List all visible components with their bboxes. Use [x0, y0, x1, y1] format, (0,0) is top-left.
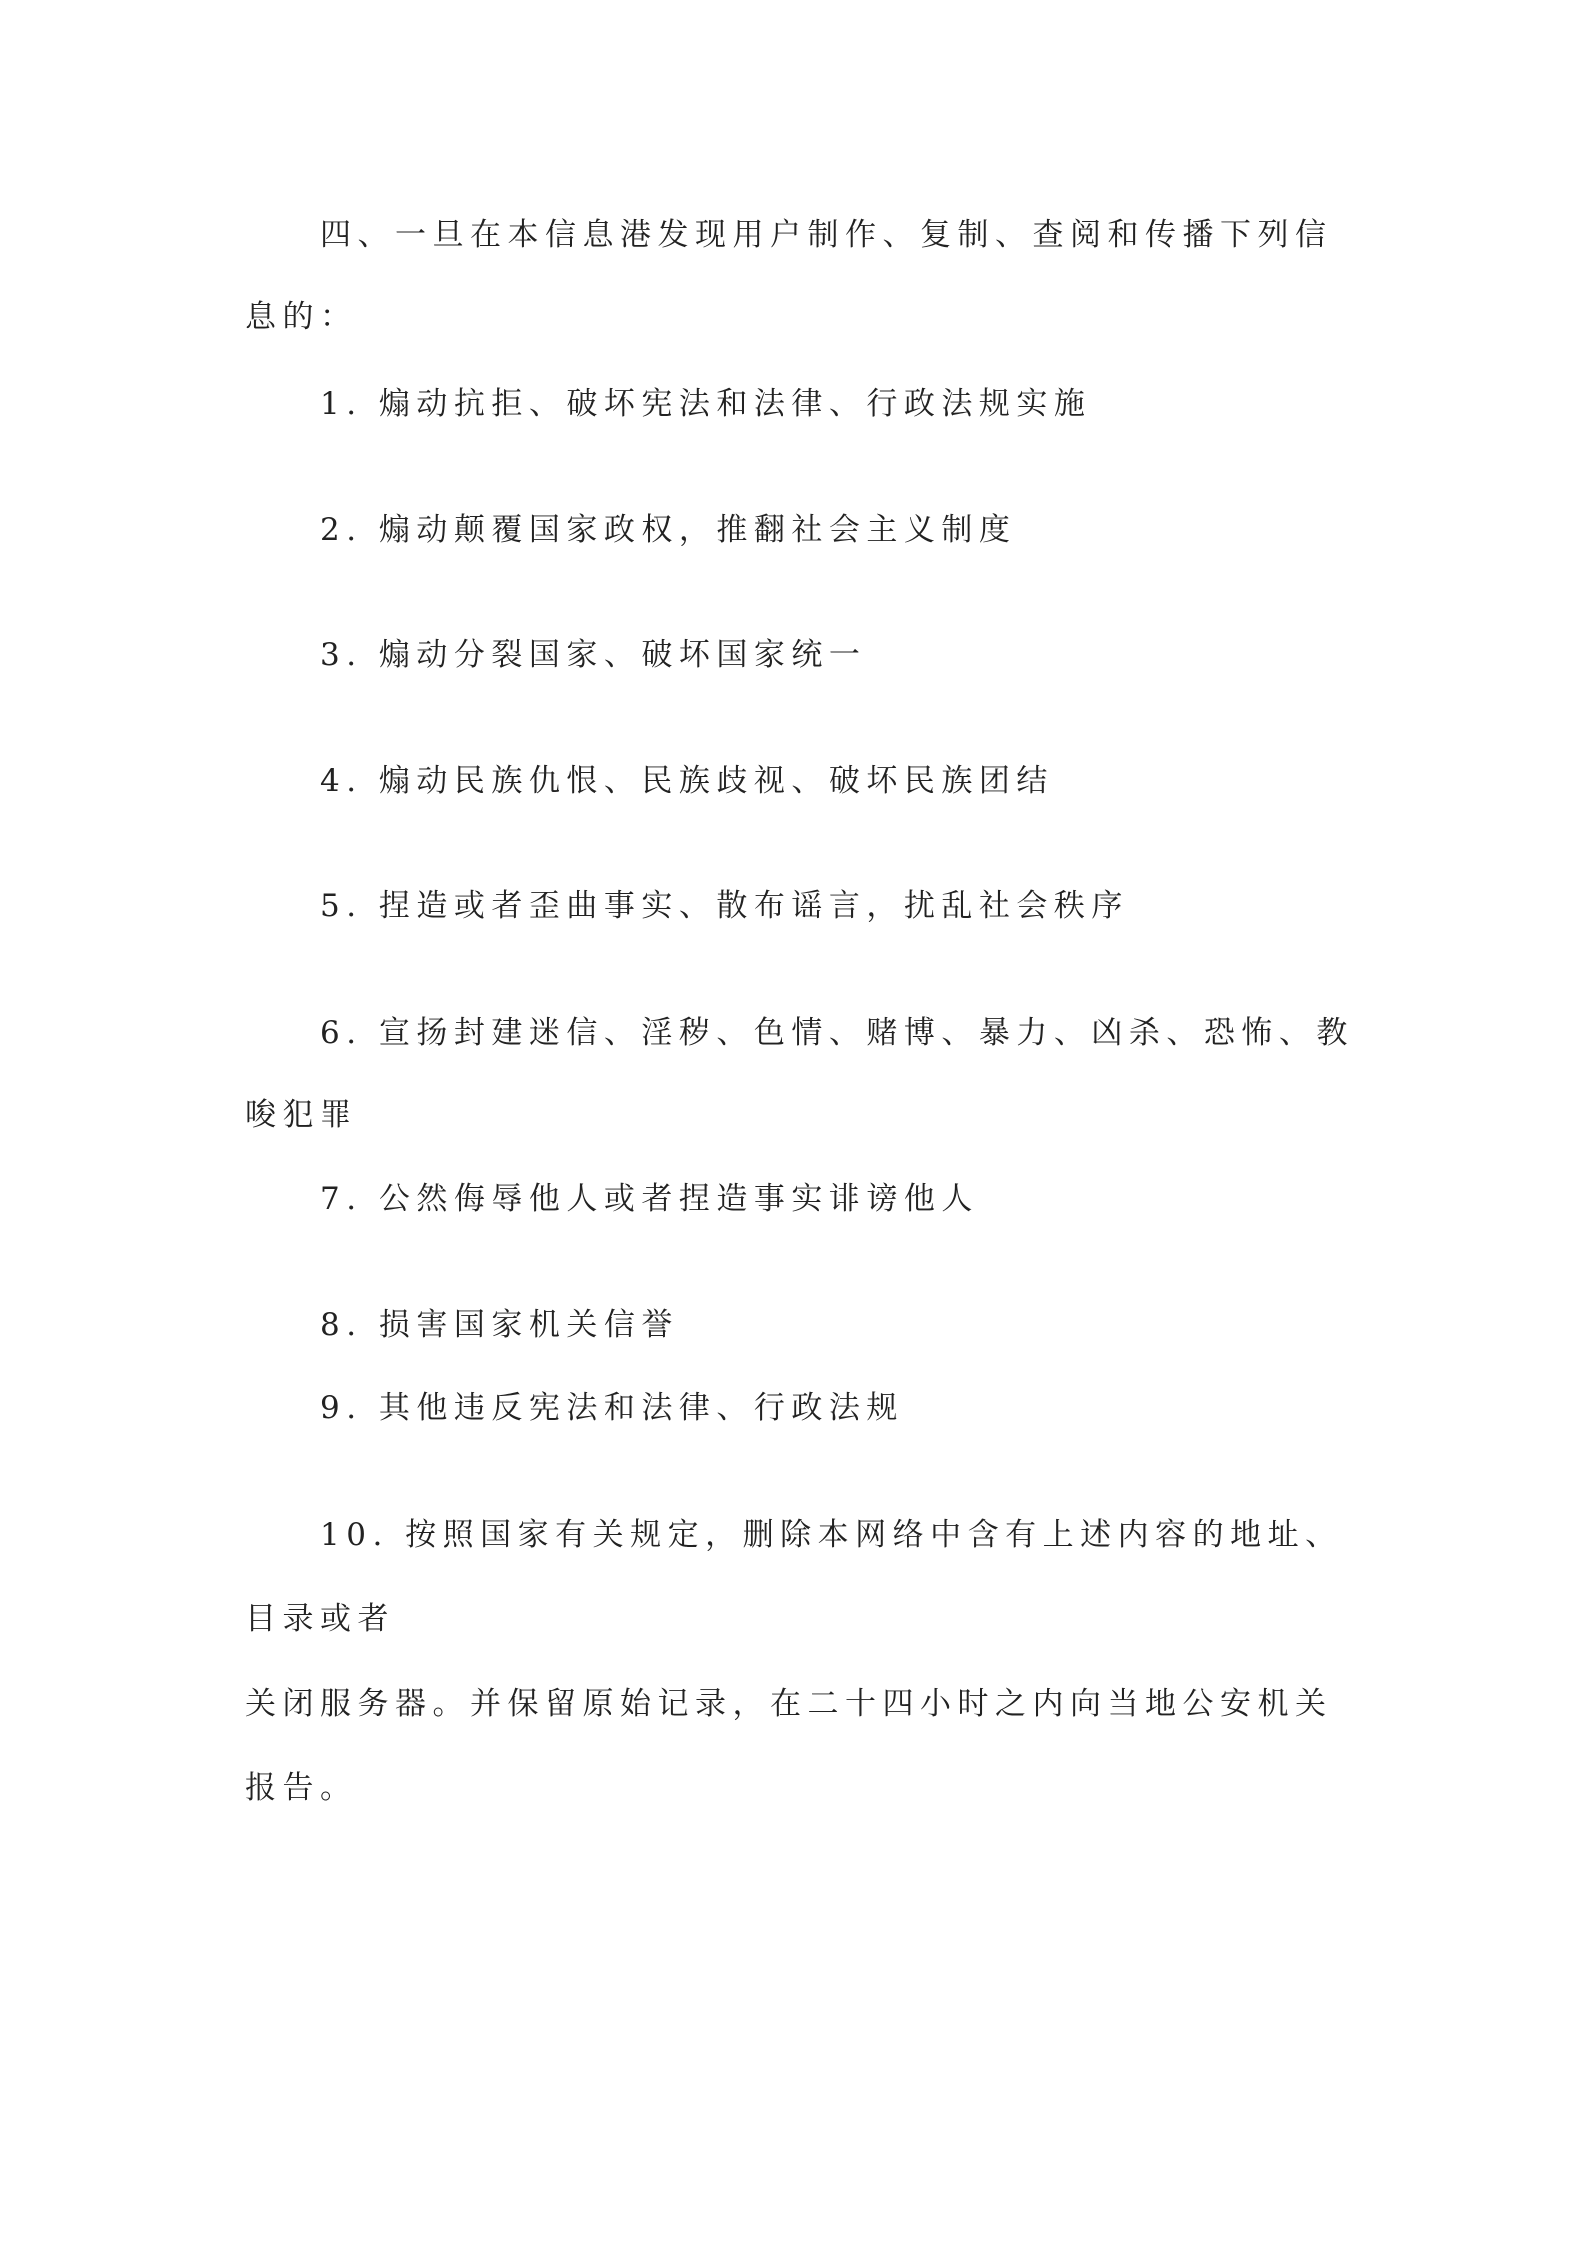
list-item-2: 2. 煽动颠覆国家政权，推翻社会主义制度 [320, 512, 1017, 548]
list-item-6: 6. 宣扬封建迷信、淫秽、色情、赌博、暴力、凶杀、恐怖、教 [320, 1015, 1354, 1051]
list-item-4: 4. 煽动民族仇恨、民族歧视、破坏民族团结 [320, 763, 1054, 799]
list-item-3: 3. 煽动分裂国家、破坏国家统一 [320, 637, 867, 673]
list-item-9: 9. 其他违反宪法和法律、行政法规 [320, 1390, 904, 1426]
closing-paragraph-continued: 报告。 [245, 1770, 358, 1806]
list-item-5: 5. 捏造或者歪曲事实、散布谣言，扰乱社会秩序 [320, 888, 1129, 924]
list-item-7: 7. 公然侮辱他人或者捏造事实诽谤他人 [320, 1181, 979, 1217]
list-item-8: 8. 损害国家机关信誉 [320, 1307, 679, 1343]
list-item-10: 10. 按照国家有关规定，删除本网络中含有上述内容的地址、 [320, 1517, 1343, 1553]
closing-paragraph: 关闭服务器。并保留原始记录，在二十四小时之内向当地公安机关 [245, 1686, 1333, 1722]
list-item-6-continued: 唆犯罪 [245, 1097, 358, 1133]
paragraph-intro: 四、一旦在本信息港发现用户制作、复制、查阅和传播下列信 [320, 217, 1333, 253]
paragraph-intro-continued: 息的： [245, 299, 358, 335]
list-item-1: 1. 煽动抗拒、破坏宪法和法律、行政法规实施 [320, 386, 1092, 422]
list-item-10-continued: 目录或者 [245, 1601, 395, 1637]
